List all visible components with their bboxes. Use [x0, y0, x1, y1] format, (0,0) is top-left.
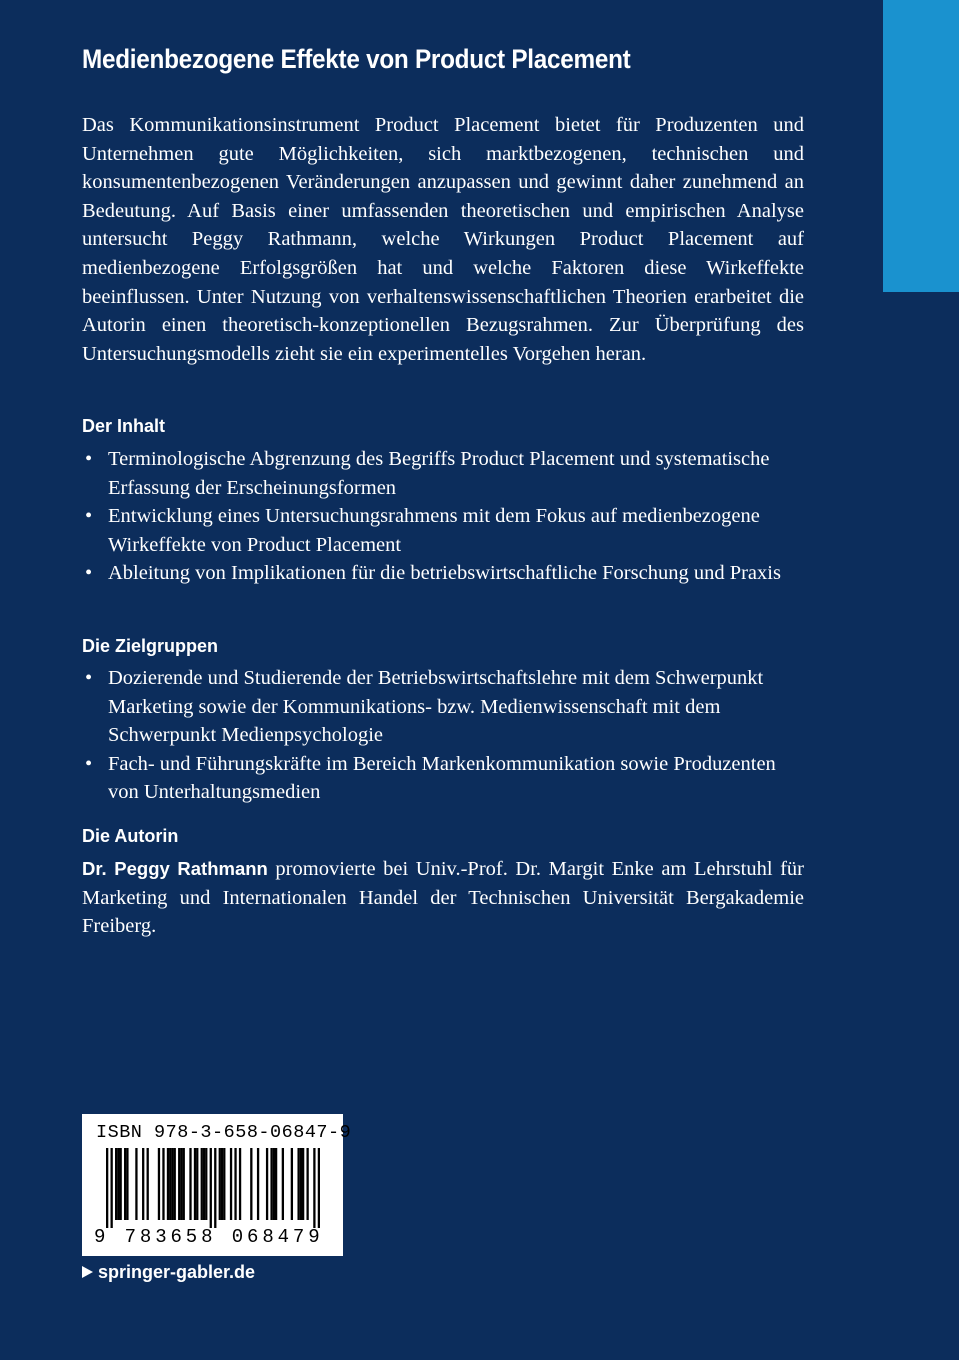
barcode-bar [167, 1148, 169, 1220]
barcode-bar [178, 1148, 180, 1220]
barcode-bar [158, 1148, 160, 1220]
book-description: Das Kommunikationsinstrument Product Placement bietet für Produzenten und Unternehmen gute Möglichkeiten, sich marktbezogenen, technischen und konsumentenbezogenen Veränderungen anzupassen und gewinnt daher zunehmend an Bedeutung. Auf Basis einer umfassenden theoretischen und empirischen Analyse untersucht Peggy Rathmann, welche Wirkungen Product Placement auf medienbezogene Erfolgsgrößen hat und welche Faktoren diese Wirkeffekte beeinflussen. Unter Nutzung von verhaltenswissenschaftlichen Theorien erarbeitet die Autorin einen theoretisch-konzeptionellen Bezugsrahmen. Zur Überprüfung des Untersuchungsmodells zieht sie ein experimentelles Vorgehen heran. [82, 114, 804, 365]
barcode-bar [313, 1148, 315, 1228]
isbn-label: ISBN 978-3-658-06847-9 [96, 1122, 352, 1143]
barcode-bar [318, 1148, 320, 1228]
barcode-bar [210, 1148, 212, 1228]
barcode-bar [239, 1148, 241, 1220]
publisher-link[interactable] [82, 1262, 255, 1283]
audience-item-text: Fach- und Führungskräfte im Bereich Markenkommunikation sowie Produzenten von Unterhaltungsmedien [108, 752, 776, 804]
barcode-bar [205, 1148, 207, 1220]
arrow-right-icon [82, 1266, 93, 1278]
barcode-bar [117, 1148, 119, 1220]
bullet-icon: • [85, 667, 93, 689]
barcode-bar [291, 1148, 293, 1220]
barcode-bar [266, 1148, 268, 1220]
publisher-url: springer-gabler.de [98, 1262, 256, 1282]
contents-item-text: Ableitung von Implikationen für die betriebswirtschaftliche Forschung und Praxis [108, 562, 781, 585]
isbn-barcode [82, 1114, 352, 1256]
list-item [82, 445, 802, 502]
list-item [82, 502, 802, 559]
accent-bar [883, 0, 959, 292]
author-bio-text: promovierte bei Univ.-Prof. Dr. Margit Enke am Lehrstuhl für Marketing und Internationalen Handel der Technischen Universität Bergakademie Freiberg. [82, 858, 805, 938]
barcode-bar [203, 1148, 205, 1220]
author-bio [82, 855, 804, 941]
barcode-bars [106, 1148, 320, 1228]
barcode-bar [219, 1148, 221, 1220]
bullet-icon: • [85, 752, 93, 775]
barcode-bar [189, 1148, 191, 1220]
barcode-bar [174, 1148, 176, 1220]
barcode-bar [169, 1148, 171, 1220]
barcode-bar [124, 1148, 126, 1220]
barcode-bar [194, 1148, 196, 1220]
author-heading: Die Autorin [82, 826, 179, 846]
barcode-bar [201, 1148, 203, 1220]
barcode-bar [171, 1148, 173, 1220]
bullet-icon: • [85, 562, 93, 585]
barcode-bar [221, 1148, 223, 1220]
barcode-bar [300, 1148, 302, 1220]
bullet-icon: • [85, 448, 93, 470]
barcode-bar [214, 1148, 216, 1228]
barcode-bar [196, 1148, 198, 1220]
barcode-bar [230, 1148, 232, 1220]
barcode-bar [126, 1148, 128, 1220]
barcode-bar [275, 1148, 277, 1220]
book-title: Medienbezogene Effekte von Product Placement [82, 44, 631, 74]
contents-item-text: Entwicklung eines Untersuchungsrahmens mit dem Fokus auf medienbezogene Wirkeffekte von Product Placement [108, 505, 760, 556]
barcode-bar [135, 1148, 137, 1220]
barcode-bar [234, 1148, 236, 1220]
barcode-bar [250, 1148, 252, 1220]
barcode-bar [270, 1148, 272, 1220]
contents-item-text: Terminologische Abgrenzung des Begriffs Product Placement und systematische Erfassung der Erscheinungsformen [108, 448, 770, 499]
barcode-bar [142, 1148, 144, 1220]
list-item [82, 559, 802, 588]
list-item [82, 750, 802, 807]
bullet-icon: • [85, 505, 93, 528]
barcode-bar [183, 1148, 185, 1220]
barcode-bar [306, 1148, 308, 1220]
barcode-bar [282, 1148, 284, 1220]
author-name: Dr. Peggy Rathmann [82, 858, 268, 879]
barcode-bar [180, 1148, 182, 1220]
barcode-bar [302, 1148, 304, 1220]
barcode-bar [257, 1148, 259, 1220]
barcode-bar [297, 1148, 299, 1220]
barcode-bar [162, 1148, 164, 1220]
contents-heading: Der Inhalt [82, 416, 166, 436]
audience-item-text: Dozierende und Studierende der Betriebswirtschaftslehre mit dem Schwerpunkt Marketing sowie der Kommunikations- bzw. Medienwissenschaft mit dem Schwerpunkt Medienpsychologie [108, 667, 764, 747]
barcode-digits: 9 783658 068479 [94, 1226, 324, 1248]
barcode-bar [111, 1148, 113, 1228]
barcode-bar [106, 1148, 108, 1228]
contents-list [82, 445, 802, 588]
audience-list [82, 664, 802, 807]
barcode-bar [120, 1148, 122, 1220]
list-item [82, 664, 802, 750]
barcode-bar [115, 1148, 117, 1220]
audience-heading: Die Zielgruppen [82, 636, 219, 656]
barcode-bar [147, 1148, 149, 1220]
barcode-bar [223, 1148, 225, 1220]
barcode-bar [273, 1148, 275, 1220]
